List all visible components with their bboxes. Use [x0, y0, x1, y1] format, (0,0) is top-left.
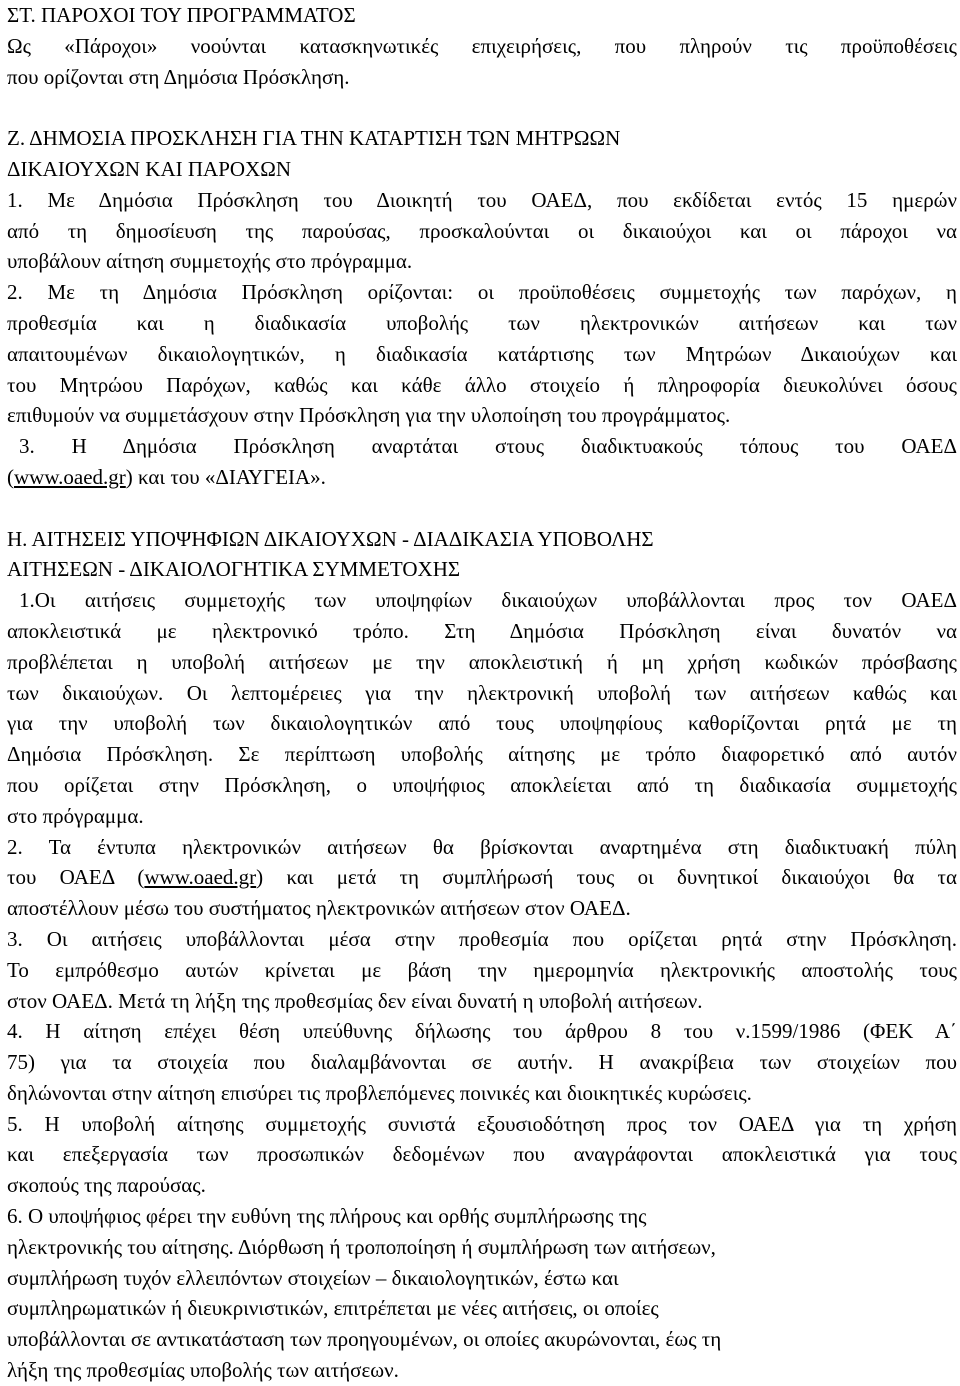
section-h-p6-line: ηλεκτρονικής του αίτησης. Διόρθωση ή τροποποίηση ή συμπλήρωση των αιτήσεων,	[7, 1234, 716, 1259]
document-page	[7, 0, 957, 1386]
section-z-p2-line: 2. Με τη Δημόσια Πρόσκληση ορίζονται: οι προϋποθέσεις συμμετοχής των παρόχων, η	[7, 280, 957, 305]
oaed-link[interactable]: www.oaed.gr	[144, 865, 257, 890]
section-h-heading: Η. ΑΙΤΗΣΕΙΣ ΥΠΟΨΗΦΙΩΝ ΔΙΚΑΙΟΥΧΩΝ - ΔΙΑΔΙΚΑΣΙΑ ΥΠΟΒΟΛΗΣ	[7, 526, 654, 551]
section-z-p1-line: 1. Με Δημόσια Πρόσκληση του Διοικητή του ΟΑΕΔ, που εκδίδεται εντός 15 ημερών	[7, 187, 957, 212]
section-h-p6-line: λήξη της προθεσμίας υποβολής των αιτήσεων.	[7, 1358, 399, 1383]
section-z-p2-line: επιθυμούν να συμμετάσχουν στην Πρόσκληση για την υλοποίηση του προγράμματος.	[7, 403, 731, 428]
section-h-p4-line: 4. Η αίτηση επέχει θέση υπεύθυνης δήλωσης του άρθρου 8 του ν.1599/1986 (ΦΕΚ Α΄	[7, 1019, 957, 1044]
paragraph-gap	[7, 493, 957, 524]
paragraph-gap	[7, 92, 957, 123]
section-h-p1-line: 1.Οι αιτήσεις συμμετοχής των υποψηφίων δικαιούχων υποβάλλονται προς τον ΟΑΕΔ	[19, 588, 957, 613]
section-h-p1-line: Δημόσια Πρόσκληση. Σε περίπτωση υποβολής αίτησης με τρόπο διαφορετικό από αυτόν	[7, 742, 957, 767]
text-fragment: (	[7, 464, 14, 489]
section-h-p3-line: στον ΟΑΕΔ. Μετά τη λήξη της προθεσμίας δεν είναι δυνατή η υποβολή αιτήσεων.	[7, 988, 703, 1013]
section-h-p1-line: για την υποβολή των δικαιολογητικών από τους υποψηφίους καθορίζονται ρητά με τη	[7, 711, 957, 736]
section-h-p6-line: συμπλήρωση τυχόν ελλειπόντων στοιχείων – δικαιολογητικών, έστω και	[7, 1265, 619, 1290]
section-h-p6-line: υποβάλλονται σε αντικατάσταση των προηγουμένων, οι οποίες ακυρώνονται, έως τη	[7, 1327, 722, 1352]
section-z-p2-line: απαιτουμένων δικαιολογητικών, η διαδικασία κατάρτισης των Μητρώων Δικαιούχων και	[7, 341, 957, 366]
section-st-line: Ως «Πάροχοι» νοούνται κατασκηνωτικές επιχειρήσεις, που πληρούν τις προϋποθέσεις	[7, 33, 957, 58]
section-z-p2-line: του Μητρώου Παρόχων, καθώς και κάθε άλλο στοιχείο ή πληροφορία διευκολύνει όσους	[7, 372, 957, 397]
section-z-p3-line: 3. Η Δημόσια Πρόσκληση αναρτάται στους διαδικτυακούς τόπους του ΟΑΕΔ	[19, 434, 957, 459]
section-h-p2-line: αποστέλλουν μέσω του συστήματος ηλεκτρονικών αιτήσεων στον ΟΑΕΔ.	[7, 896, 631, 921]
section-h-p1-line: των δικαιούχων. Οι λεπτομέρειες για την ηλεκτρονική υποβολή των αιτήσεων καθώς και	[7, 680, 957, 705]
section-h-p1-line: αποκλειστικά με ηλεκτρονικό τρόπο. Στη Δημόσια Πρόσκληση είναι δυνατόν να	[7, 618, 957, 643]
section-st-heading: ΣΤ. ΠΑΡΟΧΟΙ ΤΟΥ ΠΡΟΓΡΑΜΜΑΤΟΣ	[7, 3, 356, 27]
text-fragment: του ΟΑΕΔ (	[7, 865, 145, 890]
section-h-p2-line: 2. Τα έντυπα ηλεκτρονικών αιτήσεων θα βρίσκονται αναρτημένα στη διαδικτυακή πύλη	[7, 834, 957, 859]
oaed-link[interactable]: www.oaed.gr	[14, 464, 126, 489]
text-fragment: ) και του «ΔΙΑΥΓΕΙΑ».	[125, 464, 326, 489]
section-z-p3-line	[7, 462, 957, 493]
section-h-p3-line: Το εμπρόθεσμο αυτών κρίνεται με βάση την ημερομηνία ηλεκτρονικής αποστολής τους	[7, 957, 957, 982]
section-h-p3-line: 3. Οι αιτήσεις υποβάλλονται μέσα στην προθεσμία που ορίζεται ρητά στην Πρόσκληση.	[7, 926, 957, 951]
section-h-p1-line: προβλέπεται η υποβολή αιτήσεων με την αποκλειστική ή μη χρήση κωδικών πρόσβασης	[7, 649, 957, 674]
section-st-line: που ορίζονται στη Δημόσια Πρόσκληση.	[7, 64, 350, 89]
section-z-p2-line: προθεσμία και η διαδικασία υποβολής των ηλεκτρονικών αιτήσεων και των	[7, 310, 957, 335]
section-h-p6-line: 6. Ο υποψήφιος φέρει την ευθύνη της πλήρους και ορθής συμπλήρωσης της	[7, 1204, 647, 1229]
section-z-heading: ΔΙΚΑΙΟΥΧΩΝ ΚΑΙ ΠΑΡΟΧΩΝ	[7, 156, 291, 181]
section-h-p5-line: 5. Η υποβολή αίτησης συμμετοχής συνιστά εξουσιοδότηση προς τον ΟΑΕΔ για τη χρήση	[7, 1111, 957, 1136]
section-h-p6-line: συμπληρωματικών ή διευκρινιστικών, επιτρέπεται με νέες αιτήσεις, οι οποίες	[7, 1296, 659, 1321]
section-z-heading: Ζ. ΔΗΜΟΣΙΑ ΠΡΟΣΚΛΗΣΗ ΓΙΑ ΤΗΝ ΚΑΤΑΡΤΙΣΗ ΤΩΝ ΜΗΤΡΩΩΝ	[7, 126, 621, 151]
text-fragment: ) και μετά τη συμπλήρωσή τους οι δυνητικοί δικαιούχοι θα τα	[256, 865, 957, 890]
section-h-p4-line: 75) για τα στοιχεία που διαλαμβάνονται σε αυτήν. Η ανακρίβεια των στοιχείων που	[7, 1050, 957, 1075]
section-h-heading: ΑΙΤΗΣΕΩΝ - ΔΙΚΑΙΟΛΟΓΗΤΙΚΑ ΣΥΜΜΕΤΟΧΗΣ	[7, 557, 461, 582]
section-h-p2-line	[7, 862, 957, 893]
section-z-p1-line: υποβάλουν αίτηση συμμετοχής στο πρόγραμμα.	[7, 249, 413, 274]
section-h-p1-line: που ορίζεται στην Πρόσκληση, ο υποψήφιος αποκλείεται από τη διαδικασία συμμετοχής	[7, 772, 957, 797]
section-h-p4-line: δηλώνονται στην αίτηση επισύρει τις προβλεπόμενες ποινικές και διοικητικές κυρώσεις.	[7, 1080, 752, 1105]
section-z-p1-line: από τη δημοσίευση της παρούσας, προσκαλούνται οι δικαιούχοι και οι πάροχοι να	[7, 218, 957, 243]
section-h-p5-line: και επεξεργασία των προσωπικών δεδομένων που αναγράφονται αποκλειστικά για τους	[7, 1142, 957, 1167]
section-h-p5-line: σκοπούς της παρούσας.	[7, 1173, 206, 1198]
section-h-p1-line: στο πρόγραμμα.	[7, 803, 144, 828]
